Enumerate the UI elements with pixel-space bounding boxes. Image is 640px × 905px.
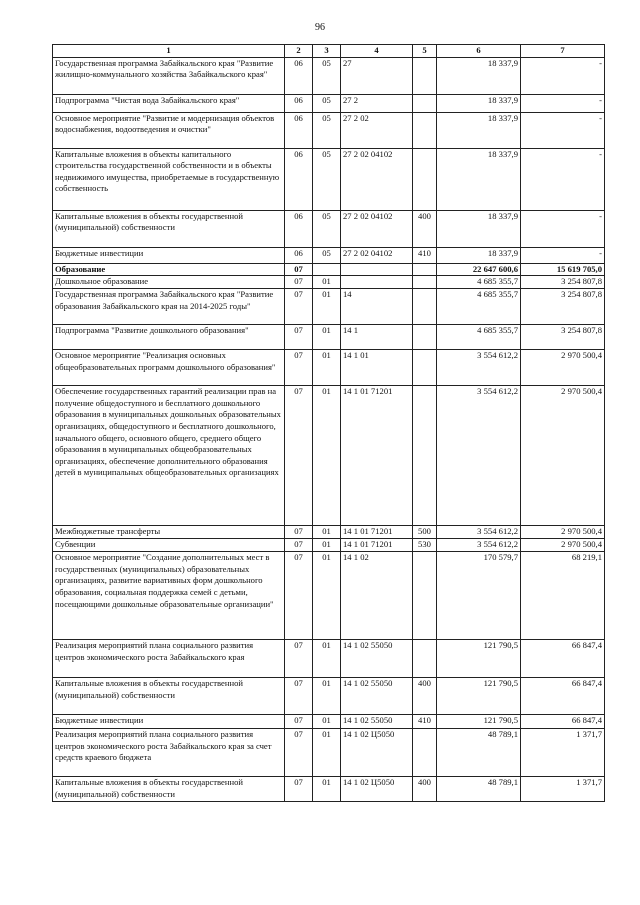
row-name: Основное мероприятие "Развитие и модернизация объектов водоснабжения, водоотведения и очистки" bbox=[53, 112, 285, 148]
subsection-code bbox=[313, 263, 341, 276]
amount-2021: 18 337,9 bbox=[437, 112, 521, 148]
amount-2022: - bbox=[521, 210, 605, 247]
amount-2022: 3 254 807,8 bbox=[521, 289, 605, 325]
subsection-code: 05 bbox=[313, 57, 341, 94]
expense-type bbox=[413, 148, 437, 210]
target-article: 14 1 02 55050 bbox=[341, 640, 413, 678]
section-code: 07 bbox=[285, 539, 313, 552]
subsection-code: 01 bbox=[313, 729, 341, 777]
header-cell: 3 bbox=[313, 45, 341, 58]
row-name: Субвенции bbox=[53, 539, 285, 552]
row-name: Бюджетные инвестиции bbox=[53, 715, 285, 729]
table-row bbox=[53, 539, 605, 552]
table-row bbox=[53, 350, 605, 386]
amount-2022: 2 970 500,4 bbox=[521, 539, 605, 552]
target-article: 14 1 01 71201 bbox=[341, 526, 413, 539]
target-article: 14 1 02 Ц5050 bbox=[341, 729, 413, 777]
expense-type bbox=[413, 325, 437, 350]
section-code: 06 bbox=[285, 247, 313, 263]
target-article: 27 2 02 04102 bbox=[341, 247, 413, 263]
expense-type bbox=[413, 350, 437, 386]
amount-2022: 1 371,7 bbox=[521, 777, 605, 802]
expense-type bbox=[413, 94, 437, 112]
amount-2021: 18 337,9 bbox=[437, 210, 521, 247]
expense-type: 530 bbox=[413, 539, 437, 552]
section-code: 07 bbox=[285, 325, 313, 350]
row-name: Межбюджетные трансферты bbox=[53, 526, 285, 539]
amount-2022: - bbox=[521, 112, 605, 148]
section-code: 07 bbox=[285, 386, 313, 526]
section-code: 07 bbox=[285, 678, 313, 715]
section-code: 07 bbox=[285, 289, 313, 325]
amount-2021: 3 554 612,2 bbox=[437, 539, 521, 552]
expense-type: 410 bbox=[413, 247, 437, 263]
expense-type: 400 bbox=[413, 210, 437, 247]
table-row bbox=[53, 715, 605, 729]
target-article: 14 bbox=[341, 289, 413, 325]
section-code: 07 bbox=[285, 526, 313, 539]
target-article: 14 1 02 55050 bbox=[341, 678, 413, 715]
section-code: 07 bbox=[285, 640, 313, 678]
section-code: 07 bbox=[285, 552, 313, 640]
amount-2021: 18 337,9 bbox=[437, 94, 521, 112]
table-row bbox=[53, 552, 605, 640]
expense-type bbox=[413, 112, 437, 148]
target-article: 27 bbox=[341, 57, 413, 94]
target-article: 14 1 01 71201 bbox=[341, 539, 413, 552]
section-code: 06 bbox=[285, 57, 313, 94]
amount-2022: 68 219,1 bbox=[521, 552, 605, 640]
row-name: Обеспечение государственных гарантий реализации прав на получение общедоступного и бесплатного дошкольного образования в муниципальных дошкольных образовательных организациях, общедоступного и бесплатного дошкольного, начального общего, основного общего, среднего общего образования в муниципальных общеобразовательных организациях, обеспечение дополнительного образования детей в муниципальных общеобразовательных организациях bbox=[53, 386, 285, 526]
table-row bbox=[53, 94, 605, 112]
amount-2021: 18 337,9 bbox=[437, 247, 521, 263]
subsection-code: 01 bbox=[313, 325, 341, 350]
target-article bbox=[341, 276, 413, 289]
amount-2021: 3 554 612,2 bbox=[437, 350, 521, 386]
table-row bbox=[53, 57, 605, 94]
expense-type bbox=[413, 640, 437, 678]
amount-2022: 66 847,4 bbox=[521, 640, 605, 678]
expense-type: 400 bbox=[413, 678, 437, 715]
subsection-code: 01 bbox=[313, 350, 341, 386]
amount-2021: 170 579,7 bbox=[437, 552, 521, 640]
section-code: 07 bbox=[285, 777, 313, 802]
row-name: Бюджетные инвестиции bbox=[53, 247, 285, 263]
target-article: 27 2 bbox=[341, 94, 413, 112]
amount-2021: 121 790,5 bbox=[437, 640, 521, 678]
amount-2022: 1 371,7 bbox=[521, 729, 605, 777]
amount-2022: - bbox=[521, 148, 605, 210]
amount-2021: 18 337,9 bbox=[437, 57, 521, 94]
row-name: Капитальные вложения в объекты государственной (муниципальной) собственности bbox=[53, 210, 285, 247]
table-row bbox=[53, 386, 605, 526]
table-row bbox=[53, 247, 605, 263]
table-row bbox=[53, 148, 605, 210]
row-name: Капитальные вложения в объекты капитального строительства государственной собственности и в объекты недвижимого имущества, приобретаемые в государственную собственность bbox=[53, 148, 285, 210]
section-code: 06 bbox=[285, 210, 313, 247]
table-row bbox=[53, 263, 605, 276]
expense-type bbox=[413, 729, 437, 777]
subsection-code: 01 bbox=[313, 386, 341, 526]
section-code: 07 bbox=[285, 715, 313, 729]
subsection-code: 05 bbox=[313, 148, 341, 210]
amount-2022: 2 970 500,4 bbox=[521, 386, 605, 526]
section-code: 06 bbox=[285, 148, 313, 210]
row-name: Образование bbox=[53, 263, 285, 276]
amount-2022: 66 847,4 bbox=[521, 715, 605, 729]
expense-type: 500 bbox=[413, 526, 437, 539]
table-row bbox=[53, 325, 605, 350]
subsection-code: 01 bbox=[313, 539, 341, 552]
amount-2022: - bbox=[521, 94, 605, 112]
target-article bbox=[341, 263, 413, 276]
amount-2022: 15 619 705,0 bbox=[521, 263, 605, 276]
row-name: Государственная программа Забайкальского края "Развитие образования Забайкальского края на 2014-2025 годы" bbox=[53, 289, 285, 325]
section-code: 07 bbox=[285, 350, 313, 386]
subsection-code: 01 bbox=[313, 715, 341, 729]
table-row bbox=[53, 276, 605, 289]
header-cell: 4 bbox=[341, 45, 413, 58]
amount-2022: 2 970 500,4 bbox=[521, 350, 605, 386]
amount-2021: 22 647 600,6 bbox=[437, 263, 521, 276]
row-name: Реализация мероприятий плана социального развития центров экономического роста Забайкальского края bbox=[53, 640, 285, 678]
subsection-code: 05 bbox=[313, 247, 341, 263]
amount-2021: 4 685 355,7 bbox=[437, 289, 521, 325]
table-row bbox=[53, 526, 605, 539]
table-row bbox=[53, 777, 605, 802]
amount-2021: 3 554 612,2 bbox=[437, 526, 521, 539]
target-article: 14 1 02 Ц5050 bbox=[341, 777, 413, 802]
amount-2021: 48 789,1 bbox=[437, 729, 521, 777]
row-name: Капитальные вложения в объекты государственной (муниципальной) собственности bbox=[53, 678, 285, 715]
amount-2022: 2 970 500,4 bbox=[521, 526, 605, 539]
budget-table bbox=[52, 44, 605, 802]
amount-2021: 3 554 612,2 bbox=[437, 386, 521, 526]
subsection-code: 01 bbox=[313, 640, 341, 678]
amount-2022: - bbox=[521, 247, 605, 263]
section-code: 07 bbox=[285, 729, 313, 777]
target-article: 14 1 02 bbox=[341, 552, 413, 640]
row-name: Подпрограмма "Развитие дошкольного образования" bbox=[53, 325, 285, 350]
amount-2021: 121 790,5 bbox=[437, 715, 521, 729]
page-number: 96 bbox=[315, 22, 325, 33]
expense-type bbox=[413, 552, 437, 640]
header-cell: 7 bbox=[521, 45, 605, 58]
amount-2021: 48 789,1 bbox=[437, 777, 521, 802]
section-code: 07 bbox=[285, 276, 313, 289]
table-row bbox=[53, 112, 605, 148]
amount-2021: 18 337,9 bbox=[437, 148, 521, 210]
row-name: Капитальные вложения в объекты государственной (муниципальной) собственности bbox=[53, 777, 285, 802]
row-name: Дошкольное образование bbox=[53, 276, 285, 289]
subsection-code: 01 bbox=[313, 552, 341, 640]
row-name: Реализация мероприятий плана социального развития центров экономического роста Забайкальского края за счет средств краевого бюджета bbox=[53, 729, 285, 777]
table-row bbox=[53, 289, 605, 325]
header-cell: 6 bbox=[437, 45, 521, 58]
expense-type: 410 bbox=[413, 715, 437, 729]
target-article: 14 1 02 55050 bbox=[341, 715, 413, 729]
expense-type bbox=[413, 276, 437, 289]
header-row bbox=[53, 45, 605, 58]
expense-type bbox=[413, 386, 437, 526]
amount-2021: 4 685 355,7 bbox=[437, 276, 521, 289]
table-row bbox=[53, 729, 605, 777]
subsection-code: 01 bbox=[313, 526, 341, 539]
section-code: 06 bbox=[285, 112, 313, 148]
amount-2022: - bbox=[521, 57, 605, 94]
subsection-code: 01 bbox=[313, 289, 341, 325]
subsection-code: 05 bbox=[313, 112, 341, 148]
subsection-code: 01 bbox=[313, 276, 341, 289]
table-row bbox=[53, 640, 605, 678]
row-name: Подпрограмма "Чистая вода Забайкальского края" bbox=[53, 94, 285, 112]
table-row bbox=[53, 210, 605, 247]
target-article: 27 2 02 bbox=[341, 112, 413, 148]
header-cell: 2 bbox=[285, 45, 313, 58]
target-article: 14 1 01 71201 bbox=[341, 386, 413, 526]
target-article: 14 1 01 bbox=[341, 350, 413, 386]
expense-type bbox=[413, 57, 437, 94]
table-body bbox=[53, 57, 605, 802]
section-code: 06 bbox=[285, 94, 313, 112]
amount-2022: 3 254 807,8 bbox=[521, 325, 605, 350]
header-cell: 1 bbox=[53, 45, 285, 58]
row-name: Основное мероприятие "Реализация основных общеобразовательных программ дошкольного образования" bbox=[53, 350, 285, 386]
table-row bbox=[53, 678, 605, 715]
subsection-code: 05 bbox=[313, 210, 341, 247]
expense-type: 400 bbox=[413, 777, 437, 802]
target-article: 14 1 bbox=[341, 325, 413, 350]
amount-2022: 3 254 807,8 bbox=[521, 276, 605, 289]
row-name: Государственная программа Забайкальского края "Развитие жилищно-коммунального хозяйства Забайкальского края" bbox=[53, 57, 285, 94]
target-article: 27 2 02 04102 bbox=[341, 148, 413, 210]
row-name: Основное мероприятие "Создание дополнительных мест в государственных (муниципальных) образовательных организациях, развитие вариативных форм дошкольного образования, социальная поддержка семей с детьми, посещающими дошкольные образовательные организации" bbox=[53, 552, 285, 640]
target-article: 27 2 02 04102 bbox=[341, 210, 413, 247]
amount-2022: 66 847,4 bbox=[521, 678, 605, 715]
subsection-code: 01 bbox=[313, 777, 341, 802]
subsection-code: 01 bbox=[313, 678, 341, 715]
amount-2021: 121 790,5 bbox=[437, 678, 521, 715]
expense-type bbox=[413, 289, 437, 325]
subsection-code: 05 bbox=[313, 94, 341, 112]
section-code: 07 bbox=[285, 263, 313, 276]
expense-type bbox=[413, 263, 437, 276]
amount-2021: 4 685 355,7 bbox=[437, 325, 521, 350]
header-cell: 5 bbox=[413, 45, 437, 58]
